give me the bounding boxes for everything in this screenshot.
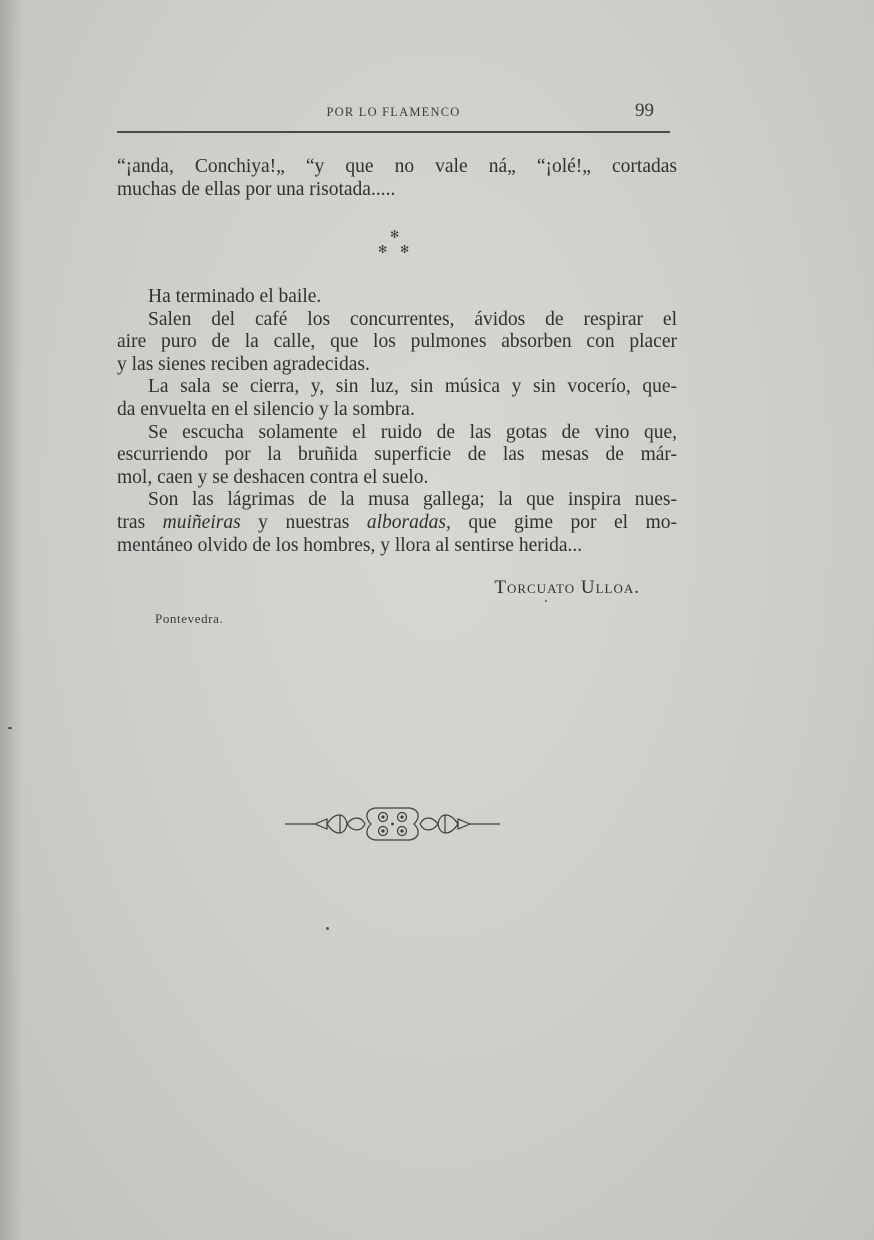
text-line-with-italics (117, 512, 677, 535)
running-title: POR LO FLAMENCO (326, 105, 461, 119)
author-signature: Torcuato Ulloa. (494, 577, 640, 598)
italic-word: alboradas, (366, 511, 451, 533)
fleuron-ornament-icon (285, 802, 500, 846)
asterisk-icon: ✻ (390, 229, 400, 241)
opening-paragraph (117, 156, 677, 201)
main-text (117, 286, 677, 557)
italic-word: muiñeiras (162, 511, 241, 533)
header-rule (117, 131, 670, 133)
text-line: Son las lágrimas de la musa gallega; la que inspira nues- (148, 489, 677, 511)
asterisk-icon: ✻ (378, 244, 388, 256)
text-run: y nuestras (240, 511, 367, 533)
text-line: mol, caen y se deshacen contra el suelo. (117, 466, 429, 488)
page-number: 99 (635, 100, 654, 121)
text-line: da envuelta en el silencio y la sombra. (117, 398, 415, 420)
paper-speck (326, 927, 329, 930)
text-line: escurriendo por la bruñida superficie de las mesas de már- (117, 444, 677, 466)
asterisk-icon: ✻ (400, 244, 410, 256)
place-name: Pontevedra. (155, 611, 224, 626)
text-line: Se escucha solamente el ruido de las gotas de vino que, (148, 421, 677, 443)
text-line: mentáneo olvido de los hombres, y llora al sentirse herida... (117, 534, 583, 556)
text-line: “¡anda, Conchiya!„ “y que no vale ná„ “¡olé!„ cortadas (117, 156, 677, 177)
text-line: Salen del café los concurrentes, ávidos de respirar el (148, 308, 677, 330)
text-line: y las sienes reciben agradecidas. (117, 353, 370, 375)
running-head (117, 100, 670, 124)
paper-speck (8, 727, 12, 729)
text-line: muchas de ellas por una risotada..... (117, 178, 396, 200)
text-line: La sala se cierra, y, sin luz, sin música y sin vocerío, que- (148, 376, 677, 398)
text-run: que gime por el mo- (450, 511, 678, 533)
text-run: tras (117, 511, 163, 533)
paper-speck (545, 600, 547, 602)
text-line: aire puro de la calle, que los pulmones absorben con placer (117, 331, 677, 353)
section-break-asterism (360, 226, 430, 260)
text-line: Ha terminado el baile. (148, 286, 322, 307)
